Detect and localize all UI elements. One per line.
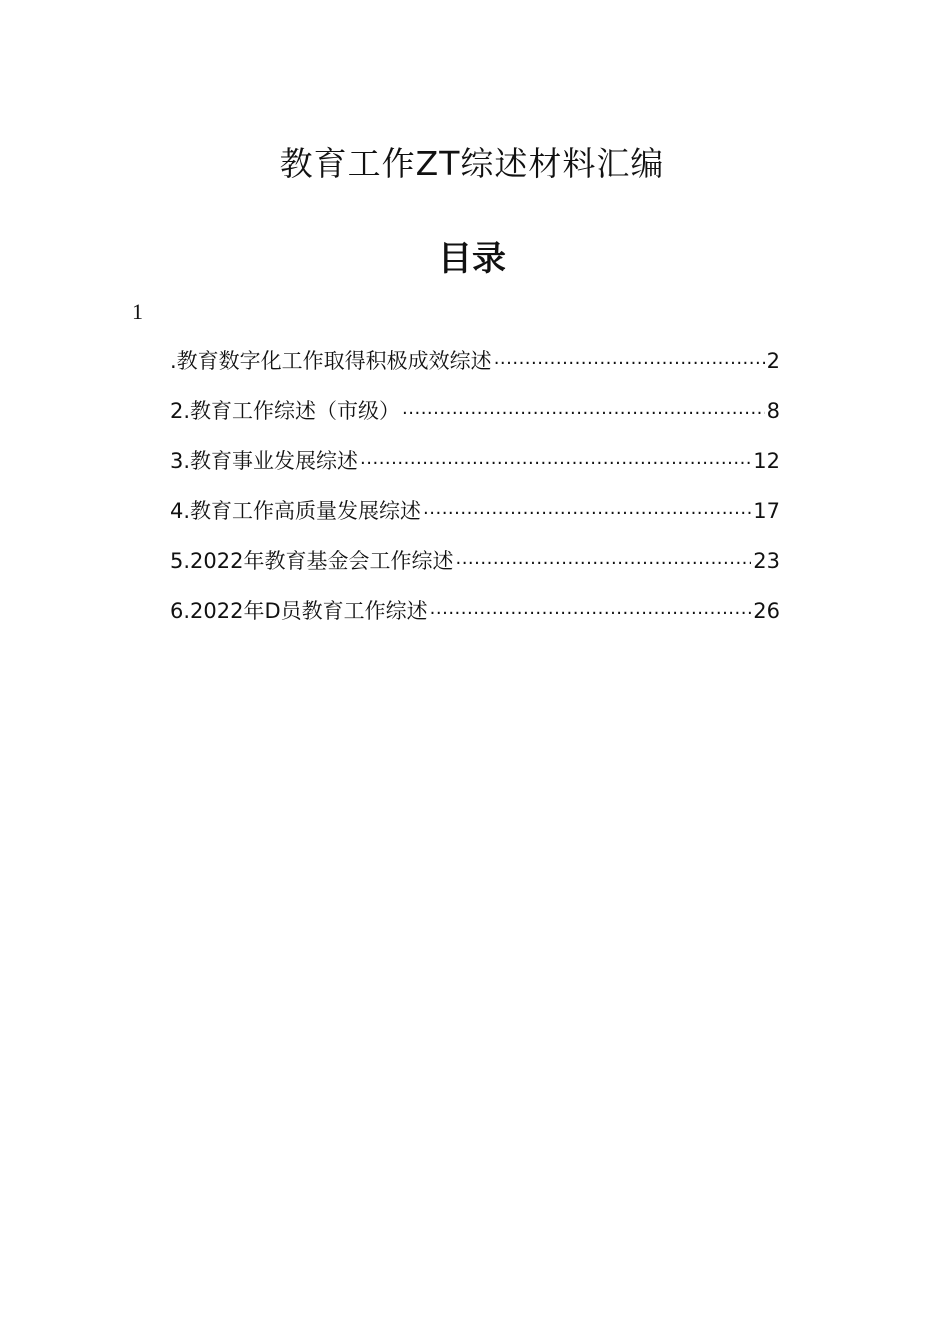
toc-leader-dots bbox=[360, 446, 751, 468]
toc-leader-dots bbox=[494, 346, 765, 368]
toc-entry-title: 3.教育事业发展综述 bbox=[170, 449, 359, 473]
toc-entry[interactable] bbox=[170, 545, 780, 595]
toc-entry-page: 8 bbox=[766, 399, 780, 423]
toc-leader-dots bbox=[455, 546, 751, 568]
toc-leader-dots bbox=[423, 496, 751, 518]
toc-heading: 目录 bbox=[438, 239, 506, 279]
toc-entry-title: 2.教育工作综述（市级） bbox=[170, 399, 401, 423]
document-title: 教育工作ZT综述材料汇编 bbox=[279, 144, 665, 183]
list-number: 1 bbox=[132, 299, 143, 324]
toc-entry-page: 2 bbox=[766, 349, 780, 373]
toc-entry-page: 17 bbox=[753, 499, 780, 523]
toc-entry[interactable] bbox=[170, 495, 780, 545]
toc-entry-title: .教育数字化工作取得积极成效综述 bbox=[170, 349, 492, 373]
toc-entry[interactable] bbox=[170, 395, 780, 445]
toc-entry-page: 26 bbox=[753, 599, 780, 623]
toc-entry[interactable] bbox=[170, 445, 780, 495]
toc-entry-title: 6.2022年D员教育工作综述 bbox=[170, 599, 428, 623]
table-of-contents bbox=[170, 345, 780, 645]
toc-entry-title: 5.2022年教育基金会工作综述 bbox=[170, 549, 454, 573]
toc-leader-dots bbox=[430, 596, 752, 618]
toc-entry-title: 4.教育工作高质量发展综述 bbox=[170, 499, 422, 523]
toc-entry[interactable] bbox=[170, 345, 780, 395]
toc-entry-page: 12 bbox=[753, 449, 780, 473]
toc-leader-dots bbox=[402, 396, 765, 418]
toc-entry-page: 23 bbox=[753, 549, 780, 573]
toc-entry[interactable] bbox=[170, 595, 780, 645]
